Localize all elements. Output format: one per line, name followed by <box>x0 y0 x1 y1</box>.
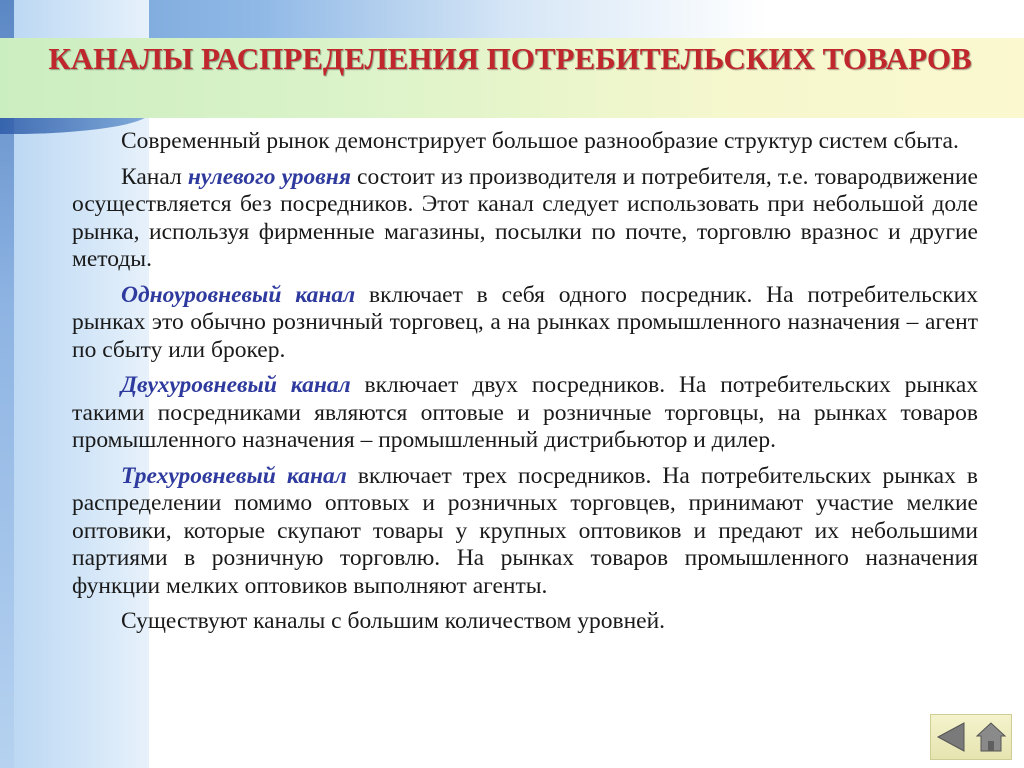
paragraph-more-levels-text: Существуют каналы с большим количеством уровней. <box>121 608 666 634</box>
header-gradient-band <box>0 0 1024 40</box>
home-icon[interactable] <box>974 720 1008 754</box>
paragraph-three-level <box>72 463 978 601</box>
term-three-level: Трехуровневый канал <box>121 462 347 489</box>
paragraph-two-level-text: включает двух посредников. На потребительских рынках такими посредниками являются оптовые и розничные торговцы, на рынках товаров промышленного назначения – промышленный дистрибьютор и дилер. <box>72 372 979 453</box>
slide-navigation <box>930 714 1012 760</box>
slide-body <box>72 128 978 644</box>
term-two-level: Двухуровневый канал <box>121 372 351 398</box>
term-one-level: Одноуровневый канал <box>121 281 356 308</box>
paragraph-more-levels <box>72 608 978 636</box>
term-zero-level: нулевого уровня <box>187 163 351 190</box>
slide-title: КАНАЛЫ РАСПРЕДЕЛЕНИЯ ПОТРЕБИТЕЛЬСКИХ ТОВАРОВ <box>48 41 972 76</box>
paragraph-zero-level-text: состоит из производителя и потребителя, т.е. товародвижение осуществляется без посредников. Этот канал следует использовать при небольшой доле рынка, используя фирменные магазины, посылки по почте, торговлю вразнос и другие методы. <box>72 163 978 272</box>
paragraph-intro-text: Современный рынок демонстрирует большое разнообразие структур систем сбыта. <box>121 128 959 154</box>
back-arrow-icon[interactable] <box>934 720 968 754</box>
paragraph-intro <box>72 128 978 156</box>
paragraph-zero-level <box>72 164 978 274</box>
paragraph-two-level <box>72 372 978 455</box>
paragraph-zero-level-lead: Канал <box>121 163 188 190</box>
paragraph-three-level-text: включает трех посредников. На потребительских рынках в распределении помимо оптовых и розничных торговцев, принимают участие мелкие оптовики, которые скупают товары у крупных оптовиков и предают их небольшими партиями в розничную торговлю. На рынках товаров промышленного назначения функции мелких оптовиков выполняют агенты. <box>72 462 978 599</box>
paragraph-one-level-text: включает в себя одного посредник. На потребительских рынках это обычно розничный торговец, а на рынках промышленного назначения – агент по сбыту или брокер. <box>72 281 978 363</box>
paragraph-one-level <box>72 282 978 365</box>
